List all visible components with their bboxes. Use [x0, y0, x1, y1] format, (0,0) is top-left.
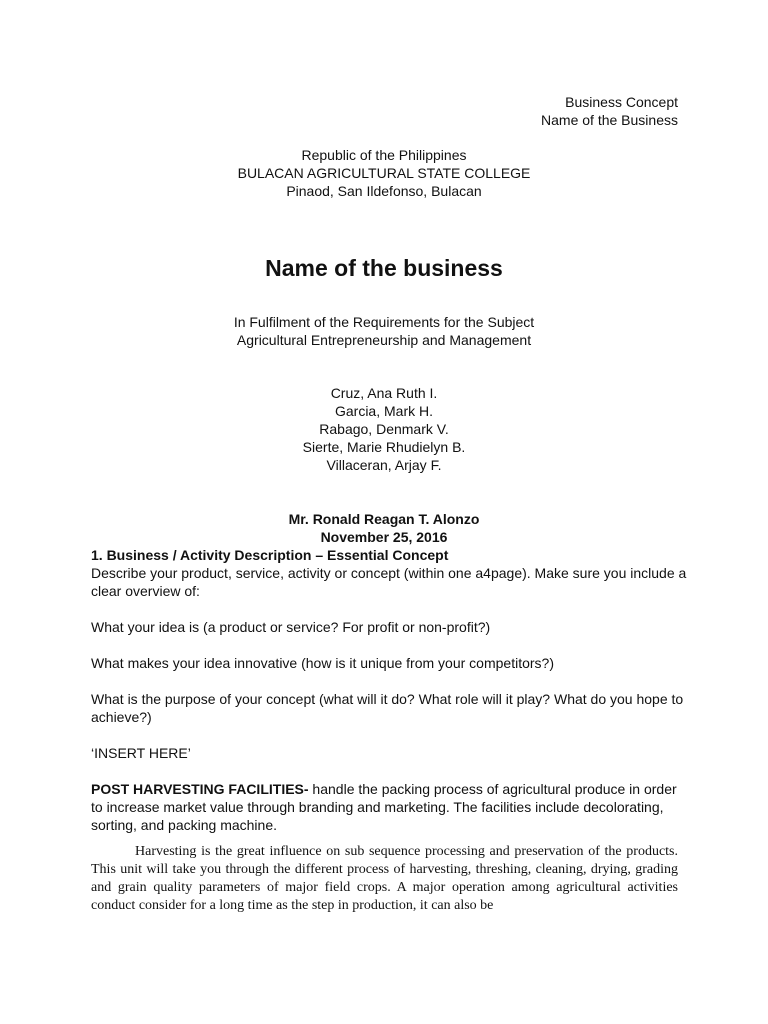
adviser-block	[0, 510, 768, 546]
harvesting-paragraph: Harvesting is the great influence on sub sequence processing and preservation of the products. This unit will take you through the different process of harvesting, threshing, cleaning, drying, grading and grain quality parameters of major field crops. A major operation among agricultural activities conduct consider for a long time as the step in production, it can also be	[91, 844, 678, 913]
author-name: Villaceran, Arjay F.	[326, 457, 442, 473]
question-purpose: What is the purpose of your concept (what will it do? What role will it play? What do you hope to achieve?)	[91, 691, 684, 725]
author-name: Rabago, Denmark V.	[319, 421, 449, 437]
fulfilment-line-2: Agricultural Entrepreneurship and Management	[236, 332, 532, 348]
facility-description: handle the packing process of agricultural produce in order to increase market value through branding and marketing. The facilities include decolorating, sorting, and packing machine.	[91, 781, 677, 833]
institution-country: Republic of the Philippines	[301, 147, 467, 163]
document-title: Name of the business	[265, 255, 503, 281]
facility-paragraph	[91, 780, 691, 834]
institution-address: Pinaod, San Ildefonso, Bulacan	[286, 183, 482, 199]
question-innovation: What makes your idea innovative (how is it unique from your competitors?)	[91, 655, 554, 671]
author-name: Garcia, Mark H.	[334, 403, 433, 419]
adviser-name: Mr. Ronald Reagan T. Alonzo	[288, 511, 480, 527]
facility-label: POST HARVESTING FACILITIES-	[91, 781, 309, 797]
header-line-concept: Business Concept	[565, 94, 678, 110]
section-heading: 1. Business / Activity Description – Essential Concept	[91, 547, 449, 563]
authors-list	[0, 384, 768, 474]
insert-placeholder: ‘INSERT HERE’	[91, 745, 191, 761]
fulfilment-line-1: In Fulfilment of the Requirements for the Subject	[233, 314, 535, 330]
fulfilment-block	[0, 313, 768, 349]
institution-block	[0, 146, 768, 200]
institution-name: BULACAN AGRICULTURAL STATE COLLEGE	[237, 165, 531, 181]
submission-date: November 25, 2016	[320, 529, 448, 545]
author-name: Sierte, Marie Rhudielyn B.	[302, 439, 466, 455]
harvesting-paragraph-block	[91, 843, 678, 915]
header-line-business-name: Name of the Business	[541, 112, 678, 128]
section-intro: Describe your product, service, activity or concept (within one a4page). Make sure you include a clear overview of:	[91, 565, 687, 599]
author-name: Cruz, Ana Ruth I.	[330, 385, 438, 401]
section-body	[91, 546, 691, 834]
question-idea: What your idea is (a product or service? For profit or non-profit?)	[91, 619, 491, 635]
document-header	[278, 93, 678, 129]
